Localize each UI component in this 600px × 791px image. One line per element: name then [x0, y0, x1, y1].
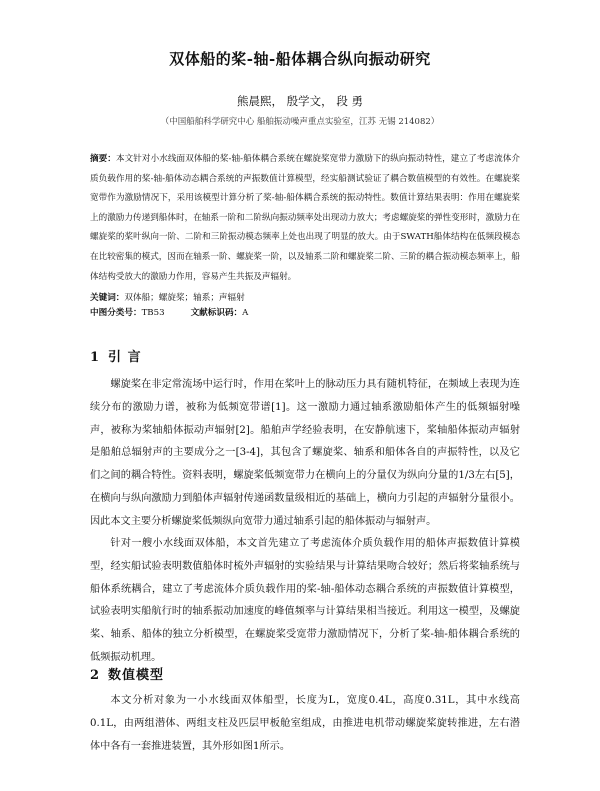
- abstract-text: 本文针对小水线面双体船的桨-轴-船体耦合系统在螺旋桨宽带力激励下的纵向振动特性，建立了考虑流体介质负载作用的桨-轴-船体动态耦合系统的声振数值计算模型，经实船测试验证了耦合数值模型的有效性。在螺旋桨宽带作为激励情况下，采用该模型计算分析了桨-轴-船体耦合系统的振动特性。数值计算结果表明：作用在螺旋桨上的激励力传递到船体时，在轴系一阶和二阶纵向振动频率处出现动力放大；考虑螺旋桨的弹性变形时，激励力在螺旋桨的桨叶纵向一阶、二阶和三阶振动模态频率上处也出现了明显的放大。由于SWATH船体结构在低频段模态在比较密集的模式，因而在轴系一阶、螺旋桨一阶，以及轴系二阶和螺旋桨二阶、三阶的耦合振动模态频率上，船体结构受放大的激励力作用，容易产生共振及声辐射。: [90, 154, 520, 282]
- section-1-heading: [90, 346, 142, 365]
- paper-title: 双体船的桨-轴-船体耦合纵向振动研究: [169, 50, 431, 68]
- section-1-paragraph-1: 螺旋桨在非定常流场中运行时，作用在桨叶上的脉动压力具有随机特征，在频域上表现为连续分布的激励力谱，被称为低频宽带谱[1]。这一激励力通过轴系激励船体产生的低频辐射噪声，被称为桨轴船体振动声辐射[2]。船舶声学经验表明，在安静航速下，桨轴船体振动声辐射是船舶总辐射声的主要成分之一[3-4]，其包含了螺旋桨、轴系和船体各自的声振特性，以及它们之间的耦合特性。资料表明，螺旋桨低频宽带力在横向上的分量仅为纵向分量的1/3左右[5]，在横向与纵向激励力到船体声辐射传递函数量级相近的基础上，横向力引起的声辐射分量很小。因此本文主要分析螺旋桨低频纵向宽带力通过轴系引起的船体振动与辐射声。: [90, 379, 520, 527]
- abstract: [90, 150, 520, 287]
- keywords: [90, 291, 520, 305]
- keywords-label: 关键词：: [90, 293, 125, 303]
- section-2-paragraph-1: 本文分析对象为一小水线面双体船型，长度为L，宽度0.4L，高度0.31L，其中水线高0.1L，由两组潜体、两组支柱及匹层甲板舱室组成，由推进电机带动螺旋桨旋转推进，左右潜体中各有一套推进装置，其外形如图1所示。: [90, 695, 520, 752]
- section-2-number: 2: [90, 668, 101, 683]
- paper-authors: 熊晨熙， 殷学文， 段 勇: [237, 94, 363, 108]
- doc-code-label: 文献标识码：: [190, 308, 243, 318]
- classification: [90, 306, 520, 320]
- clc-label: 中图分类号：: [90, 308, 142, 318]
- section-2-heading: [90, 664, 164, 683]
- section-1-number: 1: [90, 350, 101, 365]
- keywords-text: 双体船；螺旋桨；轴系；声辐射: [124, 293, 245, 303]
- section-1-title: 引 言: [108, 350, 142, 365]
- section-2-title: 数值模型: [108, 668, 165, 683]
- abstract-label: 摘要：: [90, 154, 116, 164]
- paper-affiliation: （中国船舶科学研究中心 船舶振动噪声重点实验室，江苏 无锡 214082）: [160, 117, 440, 127]
- clc-value: TB53: [141, 308, 165, 318]
- section-1-paragraph-2: 针对一艘小水线面双体船，本文首先建立了考虑流体介质负载作用的船体声振数值计算模型，经实船试验表明数值船体时梳外声辐射的实验结果与计算结果吻合较好；然后将桨轴系统与船体系统耦合，建立了考虑流体介质负载作用的桨-轴-船体动态耦合系统的声振数值计算模型，试验表明实船航行时的轴系振动加速度的峰值频率与计算结果相当接近。利用这一模型，及螺旋桨、轴系、船体的独立分析模型，在螺旋桨受宽带力激励情况下，分析了桨-轴-船体耦合系统的低频振动机理。: [90, 538, 520, 663]
- doc-code-value: A: [242, 308, 249, 318]
